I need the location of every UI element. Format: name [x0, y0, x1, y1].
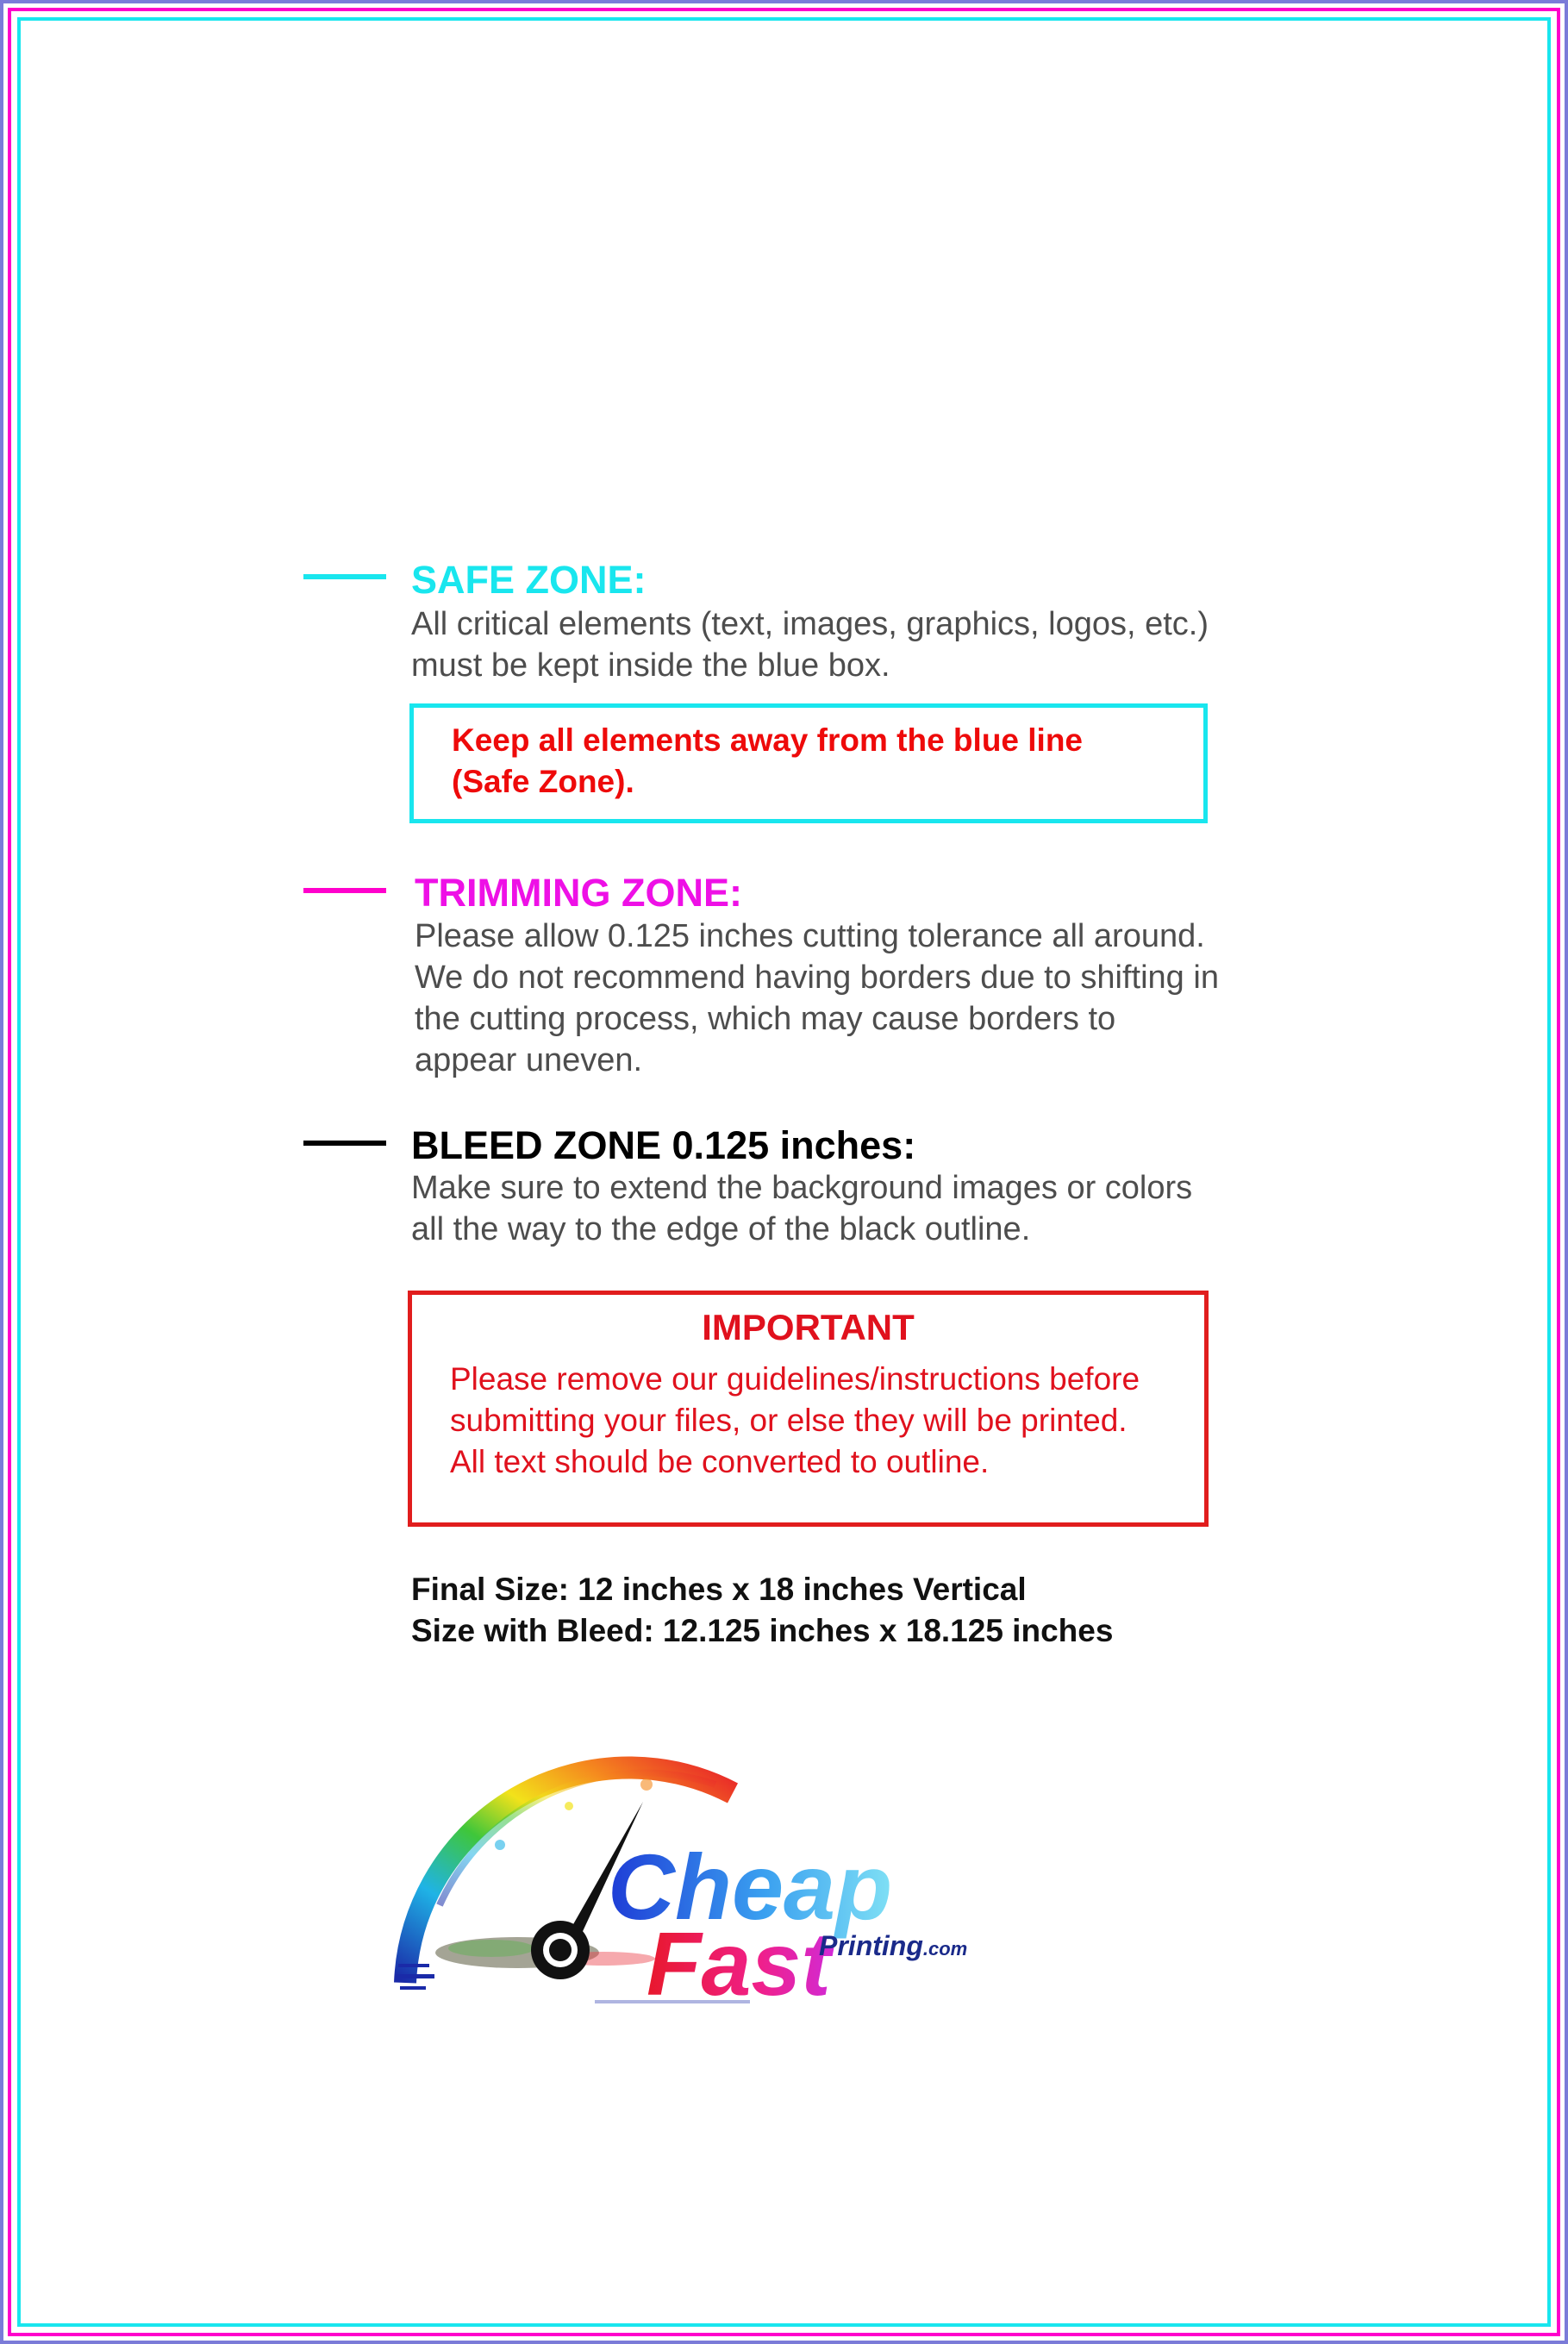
trimming-zone-description — [415, 916, 1219, 1081]
logo-word-cheap: Cheap — [608, 1835, 893, 1939]
trimming-zone-heading: TRIMMING ZONE: — [415, 871, 742, 915]
logo-word-fast: Fast — [647, 1915, 831, 2009]
trimming-zone-legend-line — [303, 888, 386, 893]
logo-domain-suffix: .com — [922, 1938, 968, 1960]
trimming-zone-line-3: the cutting process, which may cause borders to — [415, 1001, 1116, 1037]
safe-zone-line-2: must be kept inside the blue box. — [411, 647, 890, 684]
final-size: Final Size: 12 inches x 18 inches Vertical — [411, 1572, 1027, 1607]
bleed-zone-heading: BLEED ZONE 0.125 inches: — [411, 1123, 916, 1167]
safe-zone-legend-line — [303, 574, 386, 579]
safe-zone-line-1: All critical elements (text, images, graphics, logos, etc.) — [411, 606, 1209, 642]
safe-zone-description — [411, 603, 1209, 686]
safe-zone-example-box — [409, 703, 1208, 823]
bleed-size: Size with Bleed: 12.125 inches x 18.125 inches — [411, 1613, 1114, 1648]
important-title: IMPORTANT — [702, 1307, 915, 1347]
logo-underline — [595, 2000, 750, 2003]
important-notice-box — [408, 1291, 1209, 1527]
trimming-zone-line-2: We do not recommend having borders due to shifting in — [415, 959, 1219, 996]
bleed-zone-legend-line — [303, 1141, 386, 1146]
logo-word-printing: Printing — [819, 1930, 923, 1961]
size-info — [411, 1569, 1113, 1652]
safe-box-line-1: Keep all elements away from the blue line — [452, 722, 1084, 758]
important-line-1: Please remove our guidelines/instructions before — [450, 1361, 1140, 1397]
important-line-2: submitting your files, or else they will be printed. — [450, 1403, 1128, 1438]
trimming-zone-line-4: appear uneven. — [415, 1042, 643, 1078]
bleed-zone-description — [411, 1167, 1192, 1250]
important-line-3: All text should be converted to outline. — [450, 1444, 990, 1479]
bleed-zone-line-1: Make sure to extend the background images or colors — [411, 1170, 1193, 1206]
trimming-zone-line-1: Please allow 0.125 inches cutting tolerance all around. — [415, 918, 1205, 954]
safe-box-line-2: (Safe Zone). — [452, 764, 634, 799]
logo-word-printing-group — [819, 1930, 967, 1961]
cheapfastprinting-logo — [388, 1724, 1009, 2009]
bleed-zone-line-2: all the way to the edge of the black outline. — [411, 1211, 1031, 1247]
safe-zone-box-text — [452, 720, 1083, 803]
important-text — [450, 1359, 1140, 1483]
safe-zone-heading: SAFE ZONE: — [411, 558, 647, 602]
